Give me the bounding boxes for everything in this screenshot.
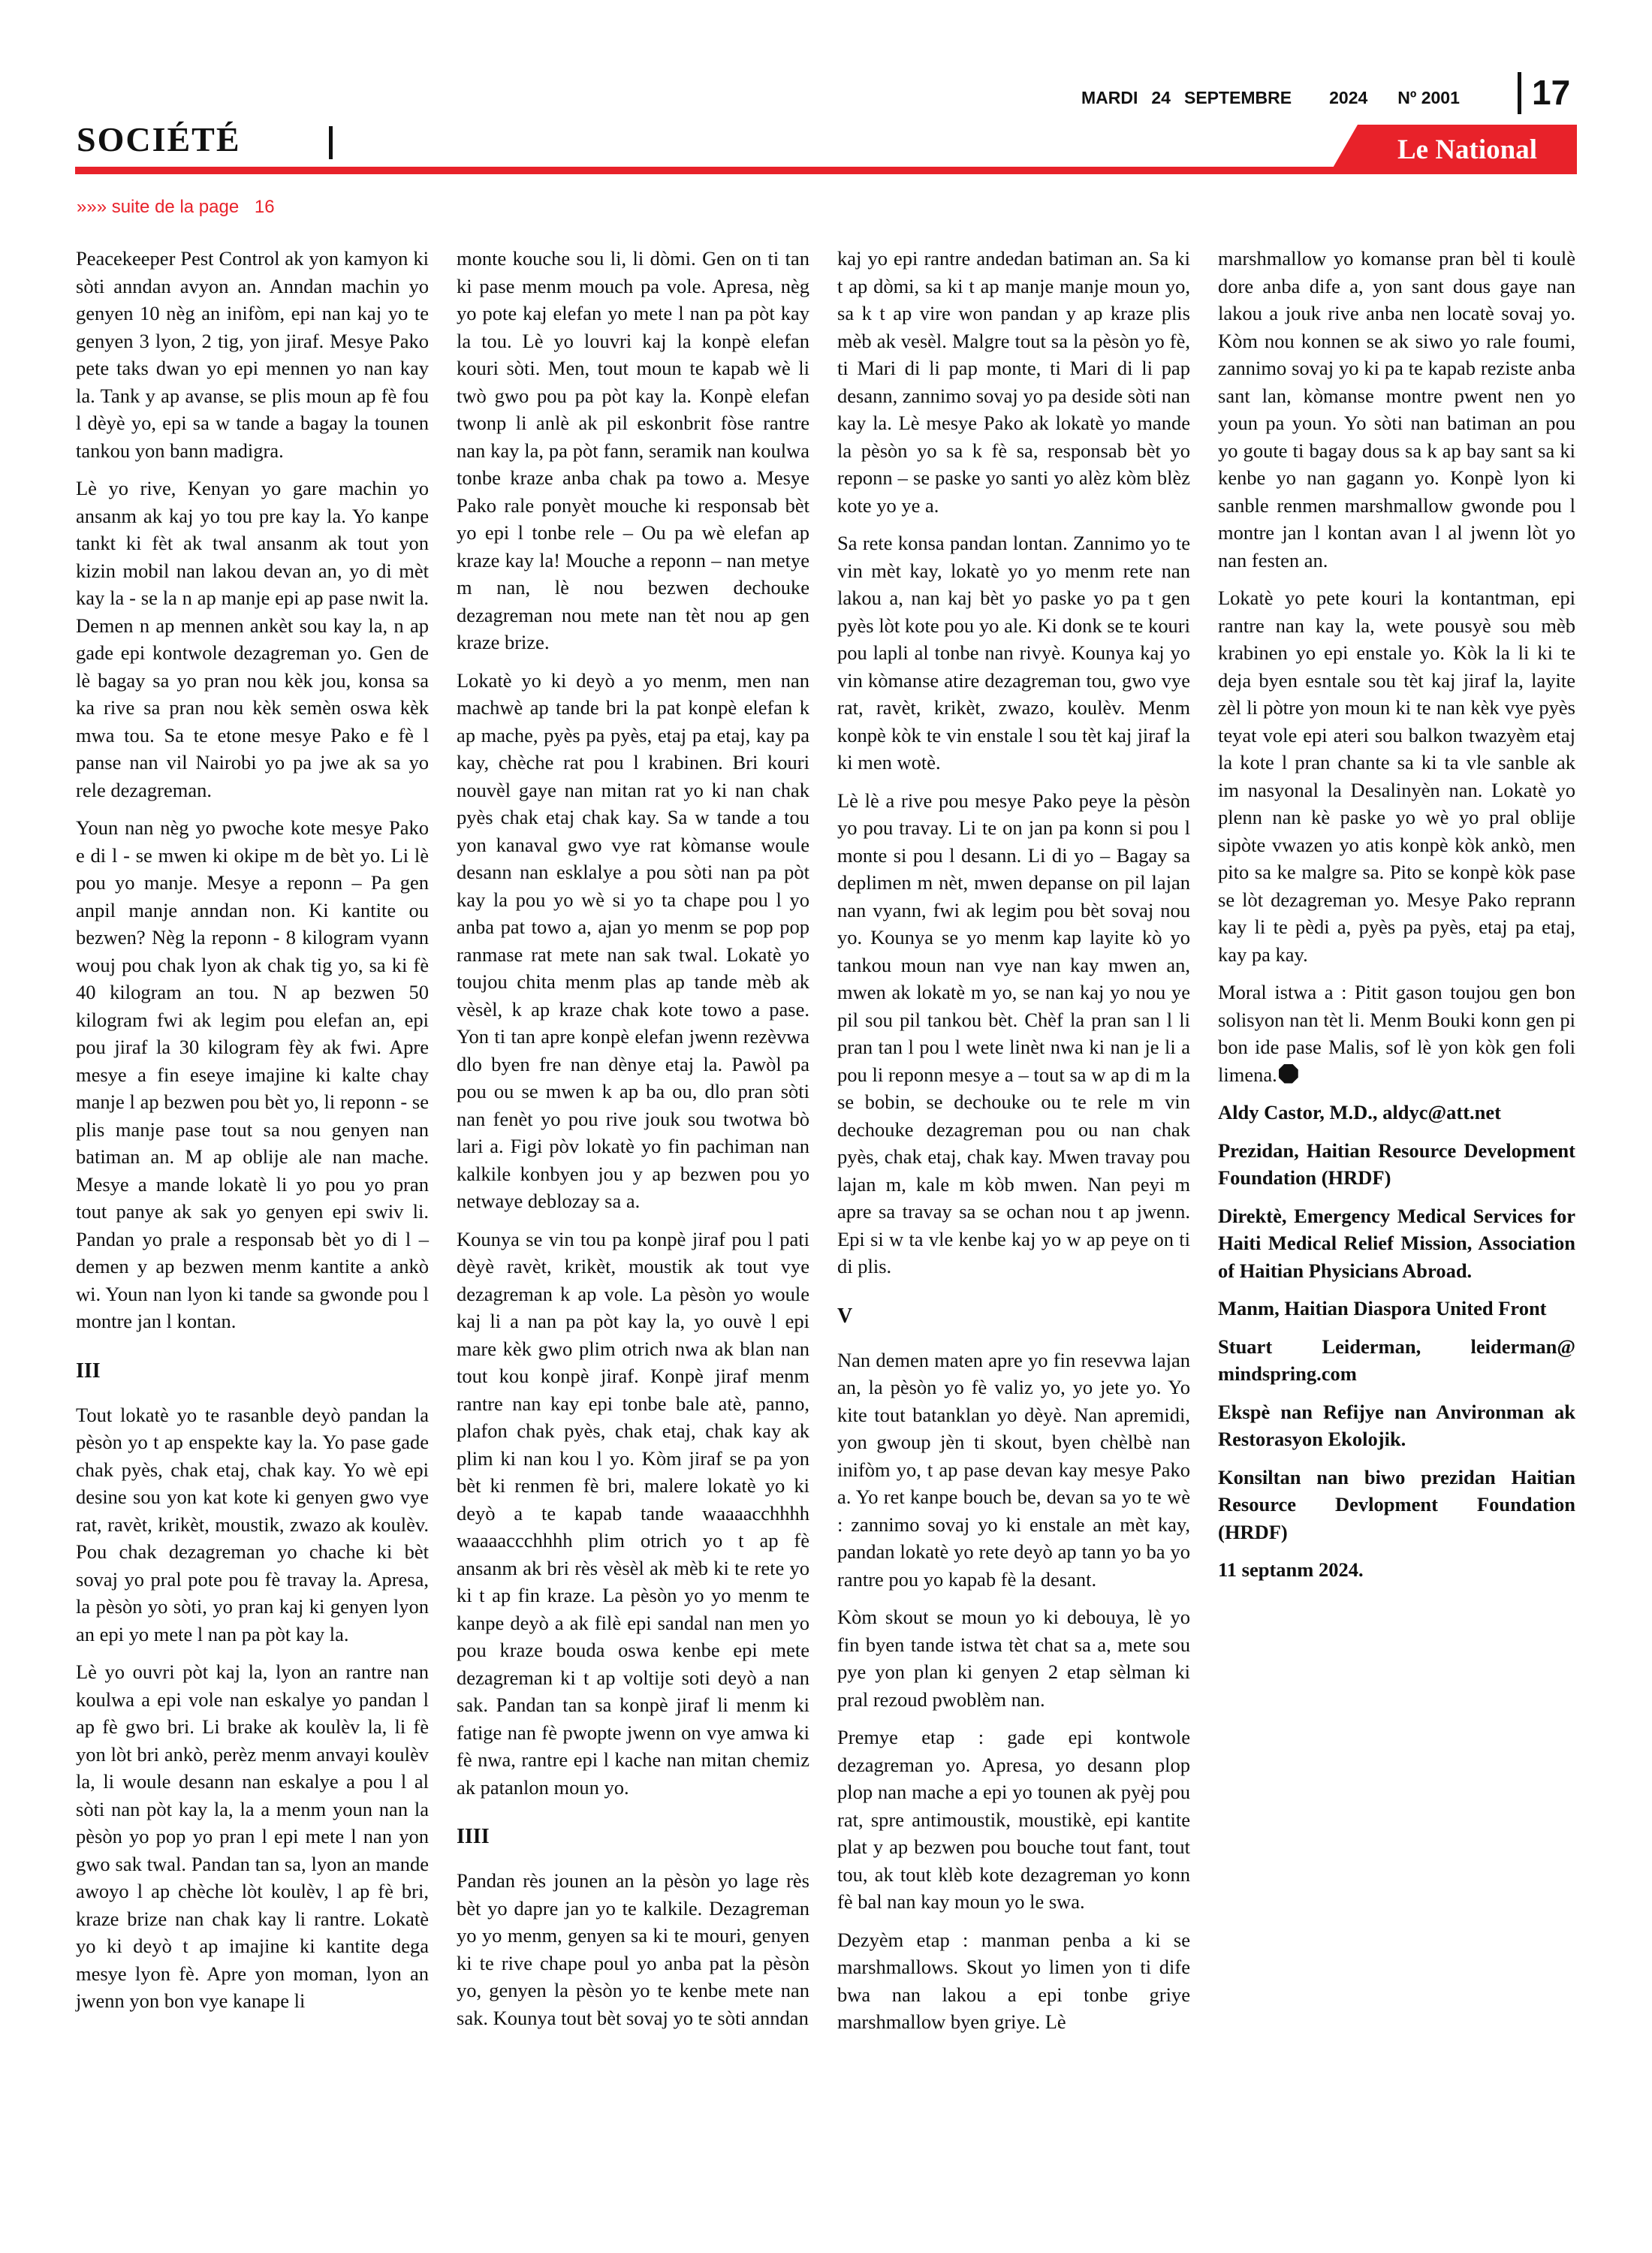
chapter-heading: III (76, 1359, 101, 1383)
header-divider-right (1518, 72, 1521, 114)
header-divider-left (329, 126, 333, 159)
article-date: 11 septanm 2024. (1218, 1558, 1364, 1581)
moral-paragraph (1218, 979, 1575, 1088)
paragraph: Lè yo ouvri pòt kaj la, lyon an rantre nan koulwa a epi vole nan eskalye yo pandan l ap fè gwo bri. Li brake ak koulèv la, li fè yon lòt bri ankò, perèz menm anvayi koulèv la, li woule desann nan eskalye a pou l al sòti nan pòt kay la, la a menm youn nan la pèsòn yo pop yo pran l epi mete l nan yon gwo sak twal. Pandan tan sa, lyon an mande awoyo l ap chèche lòt koulèv, l ap fè bri, kraze brize nan chak kay li rantre. Lokatè yo ki deyò t ap imajine ki kantite dega mesye lyon fè. Apre yon moman, lyon an jwenn yon bon vye kanape li (76, 1660, 429, 2012)
article-column-1 (76, 245, 429, 2025)
continued-from (77, 197, 275, 218)
article-column-4 (1218, 245, 1575, 1594)
moral-text: Moral istwa a : Pitit gason toujou gen bon solisyon nan tèt li. Menm Bouki konn gen pi bon ide pase Malis, sof lè yon kòk gen foli limena. (1218, 981, 1575, 1086)
paragraph: Sa rete konsa pandan lontan. Zannimo yo te vin mèt kay, lokatè yo yo menm rete nan lakou a, nan kaj bèt yo paske yo pa t gen pyès lòt kote pou yo ale. Ki donk se te kouri pou lapli al tonbe nan rivyè. Kounya kaj yo vin kòmanse atire dezagreman tou, gwo vye rat, ravèt, krikèt, zwazo, koulèv. Menm konpè kòk te vin enstale l sou tèt kaj jiraf la ki men wotè. (837, 532, 1190, 774)
author-1-name: Aldy Castor, M.D., aldyc@att.net (1218, 1101, 1501, 1123)
paragraph: Dezyèm etap : manman penba a ki se marshmallows. Skout yo limen yon ti dife bwa nan lakou a epi tonbe griye marshmallow byen griye. Lè (837, 1928, 1190, 2033)
continued-page: 16 (254, 197, 275, 217)
paragraph: Youn nan nèg yo pwoche kote mesye Pako e di l - se mwen ki okipe m de bèt yo. Li lè pou yo manje. Mesye a reponn – Pa gen anpil manje anndan non. Ki kantite ou bezwen? Nèg la reponn - 8 kilogram vyann wouj pou chak lyon ak chak tig yo, sa ki fè 40 kilogram an tou. N ap bezwen 50 kilogram fwi ak legim pou elefan an, epi pou jiraf la 30 kilogram fèy ak fwi. Apre mesye a fin eseye imajine ki kalte chay manje l ap bezwen pou bèt yo, li reponn - se plis manje pase tout sa nou genyen nan batiman an. M ap oblije ale nan mache. Mesye a mande lokatè li yo pou yo pran tout panye ak sak yo genyen epi swiv li. Pandan yo prale a responsab bèt yo di l – demen y ap bezwen menm kantite a ankò wi. Youn nan lyon ki tande sa gwonde pou l montre jan l kontan. (76, 816, 429, 1332)
paragraph: Kounya se vin tou pa konpè jiraf pou l pati dèyè ravèt, krikèt, moustik ak tout vye dezagreman k ap vole. La pèsòn yo woule kaj li a nan pa pòt kay la, yo ouvè l epi mare kèk gwo plim otrich nwa ak blan nan tout kou konpè jiraf. Konpè jiraf menm rantre nan kay epi tonbe bale atè, panno, plafon chak pyès, chak etaj, chak kay ak plim ki nan kou l yo. Kòm jiraf se pa yon bèt ki renmen fè bri, malere lokatè yo ki deyò a te kapab tande waaaacchhhh waaaaccchhhh plim otrich yo t ap fè ansanm ak bri rès vèsèl ak mèb ki te rete yo ki t ap fin kraze. La pèsòn yo yo menm te kanpe deyò a ak filè epi sandal nan men yo pou kraze bouda oswa kenbe epi mete dezagreman ki t ap voltije soti deyò a nan sak. Pandan tan sa konpè jiraf li menm ki fatige nan fè pwopte jwenn on vye amwa ki fè nwa, rantre epi l kache nan mitan chemiz ak patanlon moun yo. (457, 1227, 809, 1799)
end-mark-icon (1279, 1064, 1298, 1084)
issue-number: Nº 2001 (1397, 87, 1460, 107)
article-column-3 (837, 245, 1190, 2046)
paragraph: Tout lokatè yo te rasanble deyò pandan la pèsòn yo t ap enspekte kay la. Yo pase gade chak pyès, chak etaj, chak kay. Yo wè epi desine sou yon kat kote ki genyen gwo vye rat, ravèt, krikèt, moustik, zwazo ak koulèv. Pou chak dezagreman yo chache ki bèt sovaj yo pral pote pou fè travay la. Apresa, la pèsòn yo sòti, yo pran kaj ki genyen lyon an epi yo mete l nan pa pòt kay la. (76, 1403, 429, 1645)
paragraph: Nan demen maten apre yo fin resevwa lajan an, la pèsòn yo fè valiz yo, yo jete yo. Yo kite tout batanklan yo dèyè. Nan apremidi, yon gwoup jèn ti skout, byen chèlbè nan inifòm yo, t ap pase devan kay mesye Pako a. Yo ret kanpe bouch be, devan sa yo te wè : zannimo sovaj yo ki enstale an mèt kay, pandan lokatè yo rete deyò ap tann yo ba yo rantre pou yo kapab fè la desant. (837, 1348, 1190, 1591)
chapter-heading: V (837, 1304, 853, 1328)
continued-label: »»» suite de la page (77, 197, 240, 217)
page-number: 17 (1532, 73, 1571, 112)
paragraph: Lokatè yo pete kouri la kontantman, epi rantre nan kay la, wete pousyè sou mèb krabinen yo epi enstale yo. Kòk la li ki te deja byen esntale sou tèt kaj jiraf la, layite zèl li pòtre yon moun ki te nan kèk vye pyès teyat vole epi ateri sou balkon twazyèm etaj la kote l pran chante sa ki ta vle sanble ak im nasyonal la Desalinyèn nan. Lokatè yo plenn nan kè paske yo wè yo pral oblije sipòte vwazen yo atis konpè kòk ankò, men pito sa ke malgre sa. Pito se konpè kòk pase se lòt dezagreman yo. Mesye Pako reprann kay li te pèdi a, pyès pa pyès, etaj pa etaj, kay pa kay. (1218, 587, 1575, 966)
paragraph: Lokatè yo ki deyò a yo menm, men nan machwè ap tande bri la pat konpè elefan k ap mache, pyès pa pyès, etaj pa etaj, kay pa kay, chèche rat pou l krabinen. Bri kouri nouvèl gaye nan mitan rat yo ki nan chak pyès chak etaj chak kay. Sa w tande a tou yon kanaval gwo vye rat kòmanse woule desann nan esklalye a pou sòti nan pa pòt kay la pou yo wè si yo ta chape pou l yo anba pat towo a, ajan yo menm se pop pop ranmase rat mete nan sak twal. Lokatè yo toujou chita menm plas ap tande mèb ak vèsèl, k ap kraze chak kote towo a pase. Yon ti tan apre konpè elefan jwenn rezèvwa dlo byen fre nan dènye etaj la. Pawòl pa pou ou se mwen k ap ba ou, dlo pran sòti nan fenèt yo pou rive jouk sou twotwa bò lari a. Figi pòv lokatè yo fin pachiman nan kalkile konbyen jou y ap bezwen pou yo netwaye deblozay sa a. (457, 668, 809, 1212)
paragraph: Pandan rès jounen an la pèsòn yo lage rès bèt yo dapre jan yo te kalkile. Dezagreman yo yo menm, genyen sa ki te mouri, genyen ki te rive chape poul yo anba pat la pèsòn yo, genyen la pèsòn yo te kenbe mete nan sak. Kounya tout bèt sovaj yo te sòti anndan (457, 1869, 809, 2029)
chapter-heading: IIII (457, 1825, 490, 1848)
date-month: SEPTEMBRE (1183, 87, 1292, 107)
author-1-role: Prezidan, Haitian Resource Development Foundation (HRDF) (1218, 1139, 1575, 1189)
paragraph: Premye etap : gade epi kontwole dezagreman yo. Apresa, yo desann plop plop nan mache a epi yo tounen ak pyèj pou rat, spre antimoustik, moustikè, epi kantite plat y ap bezwen pou bouche tout fant, tout tou, ak tout klèb kote dezagreman yo konn fè bal nan kay moun yo le swa. (837, 1726, 1190, 1913)
article-column-2 (457, 245, 809, 2042)
author-2-role: Konsiltan nan biwo prezidan Haitian Resource Devlopment Foundation (HRDF) (1218, 1465, 1575, 1543)
paragraph: Peacekeeper Pest Control ak yon kamyon ki sòti anndan avyon an. Anndan machin yo genyen 10 nèg an inifòm, epi nan kaj yo te genyen 3 lyon, 2 tig, yon jiraf. Mesye Pako pete taks dwan yo epi mennen yo nan kay la. Tank y ap avanse, se plis moun ap fè fou l dèyè yo, epi sa w tande a bagay la tounen tankou yon bann madigra. (76, 247, 429, 462)
issue-date-line (1081, 83, 1502, 113)
paragraph: Kòm skout se moun yo ki debouya, lè yo fin byen tande istwa tèt chat sa a, mete sou pye yon plan ki genyen 2 etap sèlman ki pral rezoud pwoblèm nan. (837, 1606, 1190, 1711)
date-day-name: MARDI (1081, 87, 1138, 107)
paragraph: marshmallow yo komanse pran bèl ti koulè dore anba dife a, yon sant dous gaye nan lakou a jouk rive anba nen locatè sovaj yo. Kòm nou konnen se ak siwo yo rale foumi, zannimo sovaj yo ki pa te kapab reziste anba sant lan, kòmanse montre pwent nen yo youn pa youn. Yo sòti nan batiman an pou yo goute ti bagay dous sa k ap bay sant sa ki kenbe yo nan gagann yo. Konpè lyon ki sanble renmen marshmallow gwonde pou l montre jan l kontan avan l al jwenn lòt yo nan festen an. (1218, 247, 1575, 572)
author-2-role: Ekspè nan Refijye nan Anvironman ak Restorasyon Ekolojik. (1218, 1400, 1575, 1450)
section-title: SOCIÉTÉ (77, 120, 241, 158)
paragraph: kaj yo epi rantre andedan batiman an. Sa ki t ap dòmi, sa ki t ap manje manje moun yo, sa k t ap vire won pandan y ap kraze plis mèb ak vesèl. Malgre tout sa la pèsòn yo fè, ti Mari di li pap monte, ti Mari di li pap desann, zannimo sovaj yo pa deside sòti nan kay la. Lè mesye Pako ak lokatè yo mande la pèsòn yo sa k fè sa, responsab bèt yo reponn – se paske yo santi yo alèz kòm blèz kote yo ye a. (837, 247, 1190, 517)
author-1-role: Manm, Haitian Diaspora United Front (1218, 1297, 1547, 1320)
paragraph: monte kouche sou li, li dòmi. Gen on ti tan ki pase menm mouch pa vole. Apresa, nèg yo pote kaj elefan yo mete l nan pa pòt kay la tou. Lè yo louvri kaj la konpè elefan kouri sòti. Men, tout moun te kapab wè li twò gwo pou pa pòt kay la. Konpè elefan twonp li anlè ak pil eskonbrit fòse rantre nan kay la, pa pòt fann, seramik nan koulwa tonbe kraze anba chak pa towo a. Mesye Pako rale ponyèt mouche ki responsab bèt yo epi l tonbe rele – Ou pa wè elefan ap kraze kay la! Mouche a reponn – nan metye m nan, lè nou bezwen dechouke dezagreman nou mete nan tèt nou ap gen kraze brize. (457, 247, 809, 653)
date-year: 2024 (1329, 87, 1368, 107)
paragraph: Lè lè a rive pou mesye Pako peye la pèsòn yo pou travay. Li te on jan pa konn si pou l monte si pou l desann. Li di yo – Bagay sa deplimen m nèt, mwen depanse on pil lajan nan vyann, fwi ak legim pou bèt sovaj nou yo. Kounya se yo menm kap layite kò yo tankou moun nan vye nan kay mwen an, mwen ak lokatè m yo, se nan kaj yo nou ye pil sou pil tankou bèt. Chèf la pran san l li pran tan l pou l wete linèt nwa ki nan je li a pou li reponn mesye a – tout sa w ap di m la se bobin, se dechouke ou te rele m vin dechouke dezagreman pou ou nan chak pyès, chak etaj, chak kay. Mwen travay pou lajan m, kale m kòb mwen. Nan peyi m apre sa travay sa se ochan nou t ap jwenn. Epi si w ta vle kenbe kaj yo w ap peye on ti di plis. (837, 789, 1190, 1277)
author-2-name: Stuart Leiderman, leiderman@ mindspring.com (1218, 1335, 1575, 1385)
brand-logo: Le National (1397, 134, 1538, 165)
author-1-role: Direktè, Emergency Medical Services for Haiti Medical Relief Mission, Association of Haitian Physicians Abroad. (1218, 1204, 1575, 1282)
date-day: 24 (1151, 87, 1171, 107)
paragraph: Lè yo rive, Kenyan yo gare machin yo ansanm ak kaj yo tou pre kay la. Yo kanpe tankt ki fèt ak twal ansanm ak tout yon kizin mobil nan lakou devan an, yo di mèt kay la - se la n ap manje epi ap pase nwit la. Demen n ap mennen ankèt sou kay la, n ap gade epi kontwole dezagreman yo. Gen de lè bagay sa yo pran nou kèk jou, konsa sa ka rive sa pran nou kèk semèn oswa kèk mwa tou. Sa te etone mesye Pako e fè l panse nan vil Nairobi yo pa jwe ak sa yo rele dezagreman. (76, 477, 429, 801)
